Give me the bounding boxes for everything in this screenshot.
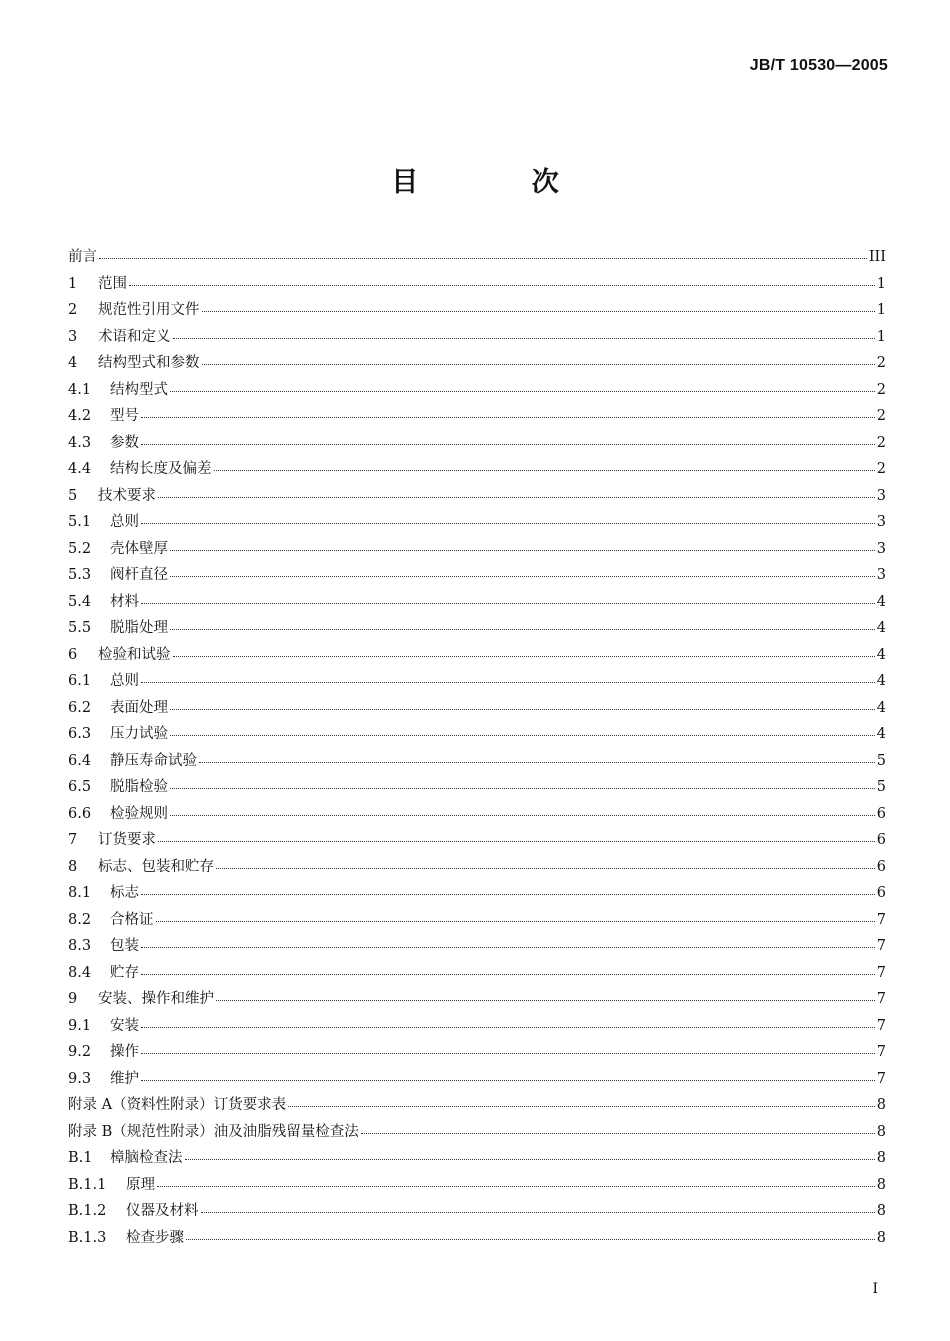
dot-leader (170, 575, 875, 577)
toc-entry-title: 范围 (98, 275, 127, 292)
dot-leader (214, 469, 875, 471)
toc-entry-page: 5 (876, 752, 886, 769)
toc-entry[interactable] (68, 1145, 886, 1172)
toc-entry-page: 3 (876, 514, 886, 530)
toc-entry-number: 5.2 (68, 540, 92, 557)
dot-leader (141, 973, 875, 975)
toc-entry-page: 7 (876, 1070, 886, 1087)
toc-entry[interactable] (68, 1013, 886, 1040)
dot-leader (141, 946, 875, 948)
toc-entry-title: 参数 (110, 434, 139, 451)
toc-entry-page: 1 (876, 302, 886, 318)
standard-code: JB/T 10530—2005 (749, 57, 888, 74)
toc-entry-page: 3 (876, 567, 886, 583)
toc-entry-number: B.1.1 (68, 1176, 107, 1193)
toc-entry-page: 7 (876, 1017, 886, 1034)
toc-entry-title: 贮存 (110, 964, 139, 981)
toc-entry-page: 3 (876, 487, 886, 504)
toc-entry-number: 4.1 (68, 381, 92, 398)
toc-entry-title: 表面处理 (110, 699, 168, 716)
toc-entry-title: 附录 A（资料性附录）订货要求表 (68, 1097, 287, 1113)
toc-entry-number: 6 (68, 646, 78, 663)
toc-entry[interactable] (68, 350, 886, 377)
dot-leader (141, 416, 875, 418)
toc-entry-page: 6 (876, 885, 886, 901)
toc-entry-page: 4 (876, 593, 886, 610)
toc-entry-title: 脱脂处理 (110, 620, 168, 636)
toc-entry-number: 5.4 (68, 593, 92, 610)
toc-entry-title: 仪器及材料 (126, 1203, 199, 1219)
toc-entry-page: 7 (876, 964, 886, 981)
dot-leader (141, 1079, 875, 1081)
toc-entry-title: 术语和定义 (98, 328, 171, 345)
dot-leader (173, 655, 875, 657)
dot-leader (170, 734, 875, 736)
toc-entry-number: 9.2 (68, 1044, 92, 1060)
toc-entry[interactable] (68, 721, 886, 748)
toc-entry-page: 2 (876, 381, 886, 398)
toc-entry[interactable] (68, 324, 886, 351)
dot-leader (202, 363, 875, 365)
toc-entry-title: 原理 (126, 1176, 155, 1193)
toc-entry-number: 3 (68, 328, 78, 345)
dot-leader (199, 761, 875, 763)
toc-entry[interactable] (68, 642, 886, 669)
dot-leader (158, 496, 875, 498)
toc-entry-title: 规范性引用文件 (98, 302, 200, 318)
toc-entry-title: 型号 (110, 408, 139, 424)
toc-entry-page: 8 (876, 1123, 886, 1140)
dot-leader (170, 708, 875, 710)
toc-entry[interactable] (68, 960, 886, 987)
toc-entry-page: 1 (876, 328, 886, 345)
dot-leader (156, 920, 875, 922)
dot-leader (216, 867, 875, 869)
table-of-contents (68, 244, 886, 1251)
toc-entry[interactable] (68, 615, 886, 642)
toc-entry[interactable] (68, 854, 886, 881)
toc-entry-title: 材料 (110, 593, 139, 610)
dot-leader (202, 310, 875, 312)
toc-entry-page: 1 (876, 275, 886, 292)
toc-entry-title: 樟脑检查法 (110, 1150, 183, 1166)
toc-entry-title: 阀杆直径 (110, 567, 168, 583)
toc-entry-number: 4.2 (68, 408, 92, 424)
toc-entry-number: 6.2 (68, 699, 92, 716)
toc-entry[interactable] (68, 1039, 886, 1066)
toc-entry[interactable] (68, 801, 886, 828)
dot-leader (141, 1026, 875, 1028)
toc-entry[interactable] (68, 589, 886, 616)
toc-entry-title: 标志 (110, 885, 139, 901)
toc-entry-number: 5.3 (68, 567, 92, 583)
toc-entry-number: 9.3 (68, 1070, 92, 1087)
dot-leader (170, 787, 875, 789)
toc-entry[interactable] (68, 1225, 886, 1252)
toc-entry[interactable] (68, 748, 886, 775)
toc-entry-page: 4 (876, 620, 886, 636)
toc-entry-number: 6.5 (68, 779, 92, 795)
dot-leader (141, 893, 875, 895)
toc-entry-number: 9 (68, 991, 78, 1007)
toc-entry[interactable] (68, 1119, 886, 1146)
toc-entry-page: 4 (876, 673, 886, 689)
toc-entry[interactable] (68, 297, 886, 324)
toc-entry-title: 前言 (68, 249, 97, 265)
toc-entry-number: 4 (68, 355, 78, 371)
toc-entry-page: 2 (876, 461, 886, 477)
toc-entry-title: 静压寿命试验 (110, 752, 197, 769)
toc-entry-number: B.1.2 (68, 1203, 107, 1219)
toc-entry[interactable] (68, 933, 886, 960)
toc-entry-title: 总则 (110, 514, 139, 530)
dot-leader (99, 257, 867, 259)
toc-entry-title: 安装、操作和维护 (98, 991, 214, 1007)
toc-entry-page: III (868, 249, 886, 265)
dot-leader (170, 814, 875, 816)
toc-entry-number: 2 (68, 302, 78, 318)
toc-entry-title: 结构型式 (110, 381, 168, 398)
toc-entry-number: 6.1 (68, 673, 92, 689)
toc-entry-number: 7 (68, 832, 78, 848)
toc-entry-number: 8.3 (68, 938, 92, 954)
toc-entry-page: 7 (876, 991, 886, 1007)
toc-entry-title: 安装 (110, 1017, 139, 1034)
toc-entry-number: 6.6 (68, 805, 92, 822)
dot-leader (288, 1105, 875, 1107)
toc-entry[interactable] (68, 907, 886, 934)
toc-entry[interactable] (68, 827, 886, 854)
dot-leader (361, 1132, 875, 1134)
toc-entry-title: 技术要求 (98, 487, 156, 504)
toc-entry-page: 6 (876, 858, 886, 875)
toc-entry-page: 6 (876, 805, 886, 822)
dot-leader (170, 628, 875, 630)
toc-entry-number: 9.1 (68, 1017, 92, 1034)
toc-entry-page: 2 (876, 434, 886, 451)
toc-entry[interactable] (68, 1092, 886, 1119)
toc-entry-number: 6.3 (68, 726, 92, 742)
toc-title: 目 次 (391, 167, 611, 198)
toc-entry[interactable] (68, 483, 886, 510)
toc-entry-page: 8 (876, 1150, 886, 1166)
dot-leader (170, 549, 875, 551)
toc-entry[interactable] (68, 244, 886, 271)
toc-entry-page: 4 (876, 726, 886, 742)
dot-leader (141, 1052, 875, 1054)
toc-entry[interactable] (68, 774, 886, 801)
toc-entry-number: 5.5 (68, 620, 92, 636)
toc-entry[interactable] (68, 456, 886, 483)
dot-leader (216, 999, 875, 1001)
toc-entry[interactable] (68, 668, 886, 695)
toc-entry-title: 标志、包装和贮存 (98, 858, 214, 875)
toc-entry-number: 1 (68, 275, 78, 292)
toc-entry[interactable] (68, 377, 886, 404)
toc-entry-page: 3 (876, 540, 886, 557)
toc-entry-page: 7 (876, 911, 886, 928)
toc-entry-page: 8 (876, 1203, 886, 1219)
toc-entry-page: 8 (876, 1176, 886, 1193)
toc-entry-number: 8.4 (68, 964, 92, 981)
toc-entry[interactable] (68, 986, 886, 1013)
toc-entry[interactable] (68, 403, 886, 430)
toc-entry[interactable] (68, 1198, 886, 1225)
toc-entry-number: B.1 (68, 1150, 93, 1166)
page-number: I (872, 1281, 878, 1297)
toc-entry-number: 8.2 (68, 911, 92, 928)
toc-entry-title: 附录 B（规范性附录）油及油脂残留量检查法 (68, 1123, 359, 1140)
toc-entry-page: 2 (876, 408, 886, 424)
toc-entry-title: 检验规则 (110, 805, 168, 822)
toc-entry-title: 总则 (110, 673, 139, 689)
toc-entry-title: 结构长度及偏差 (110, 461, 212, 477)
toc-entry-page: 8 (876, 1097, 886, 1113)
toc-entry[interactable] (68, 430, 886, 457)
toc-entry-page: 4 (876, 646, 886, 663)
dot-leader (157, 1185, 875, 1187)
dot-leader (141, 443, 875, 445)
toc-entry-number: 8 (68, 858, 78, 875)
dot-leader (141, 602, 875, 604)
dot-leader (185, 1158, 875, 1160)
toc-entry[interactable] (68, 1066, 886, 1093)
toc-entry-title: 订货要求 (98, 832, 156, 848)
toc-entry-number: 4.3 (68, 434, 92, 451)
toc-entry[interactable] (68, 695, 886, 722)
toc-entry-number: 6.4 (68, 752, 92, 769)
dot-leader (170, 390, 875, 392)
toc-entry-page: 5 (876, 779, 886, 795)
toc-entry-title: 合格证 (110, 911, 154, 928)
toc-entry-number: 5.1 (68, 514, 92, 530)
toc-entry-page: 4 (876, 699, 886, 716)
toc-entry[interactable] (68, 271, 886, 298)
toc-entry[interactable] (68, 509, 886, 536)
toc-entry-title: 脱脂检验 (110, 779, 168, 795)
toc-entry[interactable] (68, 1172, 886, 1199)
toc-entry-number: 4.4 (68, 461, 92, 477)
toc-entry-title: 检查步骤 (126, 1229, 184, 1246)
toc-entry[interactable] (68, 880, 886, 907)
toc-entry[interactable] (68, 536, 886, 563)
toc-entry-title: 检验和试验 (98, 646, 171, 663)
toc-entry-number: B.1.3 (68, 1229, 107, 1246)
toc-entry-number: 5 (68, 487, 78, 504)
dot-leader (129, 284, 875, 286)
dot-leader (141, 681, 875, 683)
dot-leader (141, 522, 875, 524)
toc-entry-title: 壳体壁厚 (110, 540, 168, 557)
dot-leader (173, 337, 875, 339)
dot-leader (158, 840, 875, 842)
toc-entry-page: 2 (876, 355, 886, 371)
toc-entry-number: 8.1 (68, 885, 92, 901)
toc-entry-page: 7 (876, 1044, 886, 1060)
toc-entry-page: 6 (876, 832, 886, 848)
dot-leader (201, 1211, 875, 1213)
toc-entry-page: 8 (876, 1229, 886, 1246)
toc-entry-title: 包装 (110, 938, 139, 954)
toc-entry-page: 7 (876, 938, 886, 954)
toc-entry-title: 维护 (110, 1070, 139, 1087)
toc-entry-title: 结构型式和参数 (98, 355, 200, 371)
toc-entry-title: 操作 (110, 1044, 139, 1060)
dot-leader (186, 1238, 875, 1240)
toc-entry[interactable] (68, 562, 886, 589)
toc-entry-title: 压力试验 (110, 726, 168, 742)
